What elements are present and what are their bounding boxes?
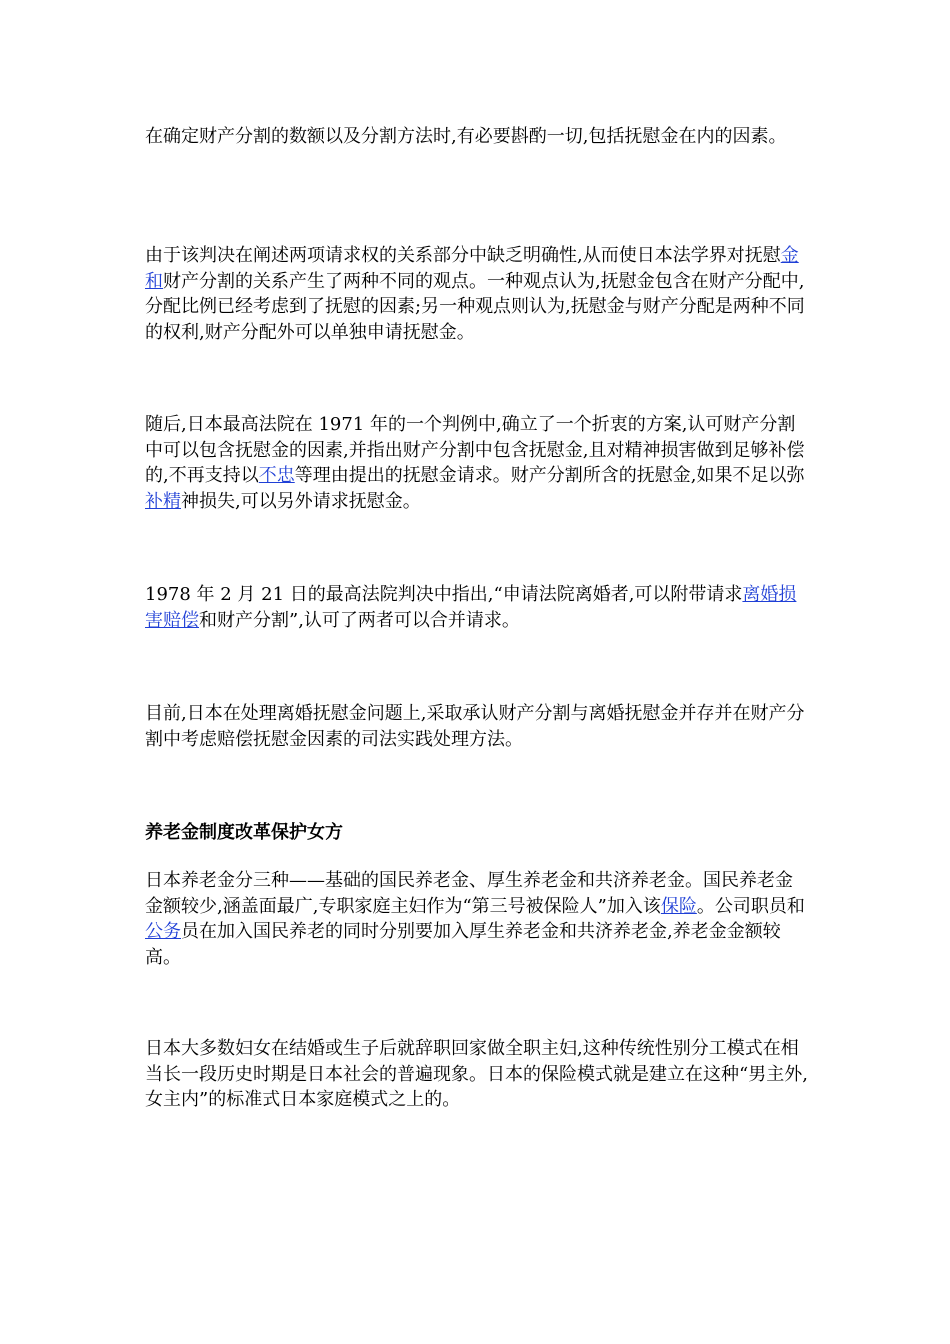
paragraph-text: 随后,日本最高法院在 1971 年的一个判例中,确立了一个折衷的方案,认可财产分割中可以包含抚慰金的因素,并指出财产分割中包含抚慰金,且对精神损害做到足够补偿的,不再支持以 (145, 414, 805, 486)
link-jin-he[interactable]: 金和 (145, 245, 799, 292)
paragraph-pension-types (145, 868, 810, 970)
paragraph-text: 等理由提出的抚慰金请求。财产分割所含的抚慰金,如果不足以弥 (294, 465, 805, 486)
paragraph-text: 日本养老金分三种——基础的国民养老金、厚生养老金和共济养老金。国民养老金金额较少,涵盖面最广,专职家庭主妇作为“第三号被保险人”加入该 (145, 870, 793, 917)
paragraph-property-division (145, 124, 810, 150)
paragraph-text: 员在加入国民养老的同时分别要加入厚生养老金和共济养老金,养老金金额较高。 (145, 921, 781, 968)
paragraph-text: 1978 年 2 月 21 日的最高法院判决中指出,“申请法院离婚者,可以附带请求 (145, 584, 743, 605)
paragraph-text: 和财产分割”,认可了两者可以合并请求。 (199, 609, 520, 631)
paragraph-text: 财产分割的关系产生了两种不同的观点。一种观点认为,抚慰金包含在财产分配中,分配比例已经考虑到了抚慰的因素;另一种观点则认为,抚慰金与财产分配是两种不同的权利,财产分配外可以单独申请抚慰金。 (145, 270, 805, 343)
paragraph-text: 。公司职员和 (696, 895, 805, 917)
paragraph-current-practice (145, 701, 810, 752)
paragraph-text: 在确定财产分割的数额以及分割方法时,有必要斟酌一切,包括抚慰金在内的因素。 (145, 126, 787, 147)
paragraph-text: 神损失,可以另外请求抚慰金。 (181, 490, 421, 512)
paragraph-1971-ruling (145, 412, 810, 514)
paragraph-gender-roles (145, 1036, 810, 1113)
paragraph-two-views (145, 243, 810, 345)
link-public-service[interactable]: 公务 (145, 921, 181, 942)
paragraph-text: 日本大多数妇女在结婚或生子后就辞职回家做全职主妇,这种传统性别分工模式在相当长一段历史时期是日本社会的普遍现象。日本的保险模式就是建立在这种“男主外,女主内”的标准式日本家庭模式之上的。 (145, 1038, 808, 1110)
link-bu-jing[interactable]: 补精 (145, 490, 181, 512)
link-divorce-damages[interactable]: 离婚损害赔偿 (145, 584, 797, 631)
link-bu-zhong[interactable]: 不忠 (258, 465, 295, 486)
paragraph-text: 由于该判决在阐述两项请求权的关系部分中缺乏明确性,从而使日本法学界对抚慰 (145, 245, 781, 266)
section-heading: 养老金制度改革保护女方 (145, 822, 343, 843)
link-insurance[interactable]: 保险 (660, 895, 697, 917)
paragraph-text: 目前,日本在处理离婚抚慰金问题上,采取承认财产分割与离婚抚慰金并存并在财产分割中考虑赔偿抚慰金因素的司法实践处理方法。 (145, 703, 805, 750)
paragraph-1978-ruling (145, 582, 810, 633)
